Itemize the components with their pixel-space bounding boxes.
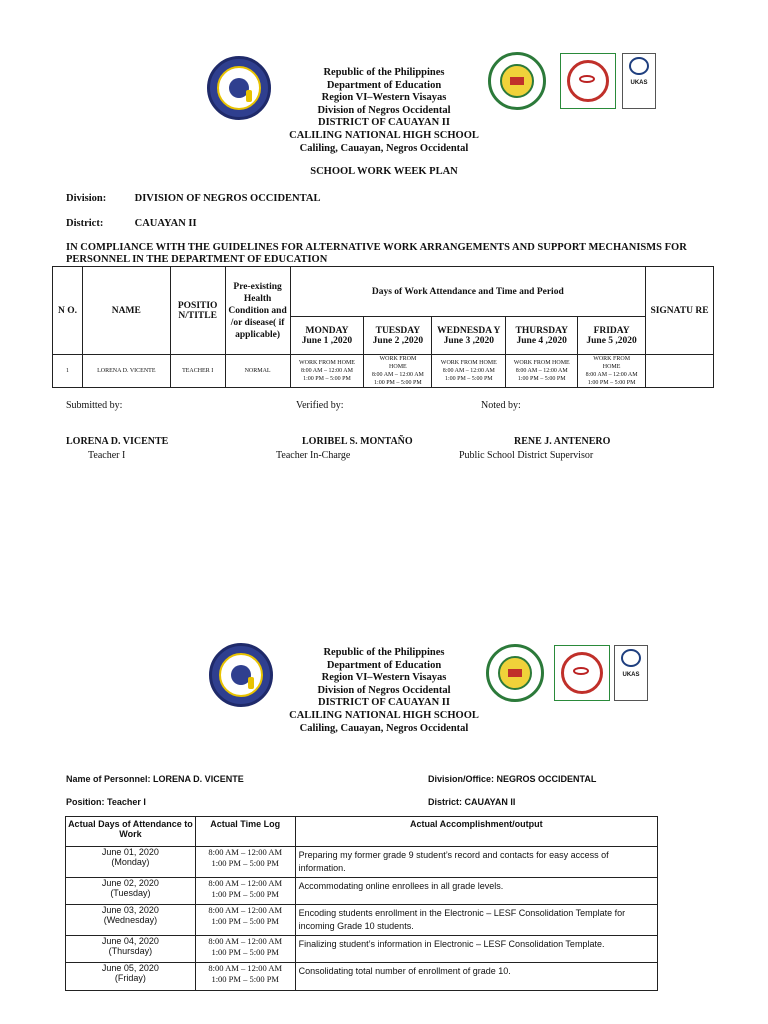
submitted-name: LORENA D. VICENTE [66, 436, 169, 447]
header-line: Division of Negros Occidental [317, 104, 451, 116]
col-header-days-attendance: Actual Days of Attendance to Work [66, 817, 196, 847]
personnel-name: Name of Personnel: LORENA D. VICENTE [66, 774, 244, 784]
day-text: (Monday) [111, 857, 150, 867]
entry-line: 1:00 PM – 5:00 PM [444, 376, 493, 382]
entry-line: 1:00 PM – 5:00 PM [374, 380, 422, 386]
entry-line: 1:00 PM – 5:00 PM [587, 380, 636, 386]
header-line: CALILING NATIONAL HIGH SCHOOL [289, 130, 479, 141]
header-line: DISTRICT OF CAUAYAN II [318, 697, 450, 709]
time-pm: 1:00 PM – 5:00 PM [211, 974, 279, 984]
accomplishment-table [65, 816, 658, 991]
time-log [195, 878, 295, 905]
day-date: June 1 ,2020 [301, 335, 353, 346]
time-am: 8:00 AM – 12:00 AM [208, 905, 283, 915]
date-text: June 04, 2020 [101, 936, 159, 946]
attendance-date [66, 963, 196, 991]
day-header-wednesday [432, 317, 506, 355]
verified-name: LORIBEL S. MONTAÑO [302, 436, 413, 447]
col-header-position: POSITIO N/TITLE [170, 267, 225, 355]
header-line: Region VI–Western Visayas [321, 672, 447, 684]
entry-line: WORK FROM HOME [298, 360, 355, 366]
col-header-health: Pre-existing Health Condition and /or disease( if applicable) [225, 267, 290, 355]
time-am: 8:00 AM – 12:00 AM [208, 878, 283, 888]
verified-by-label: Verified by: [296, 400, 344, 411]
row-health: NORMAL [225, 355, 290, 388]
col-header-days: Days of Work Attendance and Time and Period [290, 267, 646, 317]
plan-title: SCHOOL WORK WEEK PLAN [310, 166, 458, 177]
header-line: Republic of the Philippines [323, 67, 445, 78]
day-name: MONDAY [305, 325, 349, 336]
day-name: WEDNESDA Y [437, 325, 501, 336]
division-value: DIVISION OF NEGROS OCCIDENTAL [134, 193, 321, 204]
compliance-statement: IN COMPLIANCE WITH THE GUIDELINES FOR ALTERNATIVE WORK ARRANGEMENTS AND SUPPORT MECHANISMS FOR PERSONNEL IN THE DEPARTMENT OF EDUCATION [66, 242, 687, 265]
entry-line: HOME [602, 364, 621, 370]
time-pm: 1:00 PM – 5:00 PM [211, 858, 279, 868]
day-name: FRIDAY [593, 325, 630, 336]
time-pm: 1:00 PM – 5:00 PM [211, 947, 279, 957]
district-row [66, 218, 197, 229]
district-label: District: [66, 218, 104, 229]
accomplishment-text: Preparing my former grade 9 student’s record and contacts for easy access of information. [295, 847, 657, 878]
table-row [66, 878, 658, 905]
time-pm: 1:00 PM – 5:00 PM [211, 889, 279, 899]
col-header-no: N O. [53, 267, 83, 355]
day-text: (Friday) [114, 973, 146, 983]
day-header-thursday [506, 317, 578, 355]
entry-line: 8:00 AM – 12:00 AM [585, 372, 638, 378]
submitted-by-label: Submitted by: [66, 400, 123, 411]
entry-line: WORK FROM [593, 356, 631, 362]
time-pm: 1:00 PM – 5:00 PM [211, 916, 279, 926]
negros-occidental-seal-logo [488, 52, 546, 110]
table-row [53, 355, 714, 388]
entry-line: WORK FROM [379, 356, 417, 362]
division-label: Division: [66, 193, 107, 204]
attendance-date [66, 936, 196, 963]
urs-certification-logo [560, 53, 616, 109]
entry-line: WORK FROM HOME [513, 360, 570, 366]
submitted-title: Teacher I [88, 450, 126, 461]
col-header-name: NAME [82, 267, 170, 355]
row-name: LORENA D. VICENTE [82, 355, 170, 388]
entry-line: 8:00 AM – 12:00 AM [300, 368, 353, 374]
table-row [66, 847, 658, 878]
ukas-certification-logo [622, 53, 656, 109]
entry-line: 1:00 PM – 5:00 PM [517, 376, 566, 382]
time-log [195, 905, 295, 936]
entry-line: 8:00 AM – 12:00 AM [442, 368, 495, 374]
row-entry-thursday [506, 355, 578, 388]
day-name: TUESDAY [375, 325, 421, 336]
ukas-label: UKAS [622, 672, 640, 678]
header-line: Department of Education [326, 659, 442, 671]
row-entry-monday [290, 355, 364, 388]
row-position: TEACHER I [170, 355, 225, 388]
time-am: 8:00 AM – 12:00 AM [208, 847, 283, 857]
row-no: 1 [53, 355, 83, 388]
row-entry-wednesday [432, 355, 506, 388]
division-office: Division/Office: NEGROS OCCIDENTAL [428, 774, 597, 784]
header-line: Division of Negros Occidental [317, 684, 451, 696]
time-log [195, 847, 295, 878]
header-line: CALILING NATIONAL HIGH SCHOOL [289, 710, 479, 721]
row-signature [646, 355, 714, 388]
day-date: June 3 ,2020 [443, 335, 494, 346]
date-text: June 05, 2020 [101, 963, 159, 973]
entry-line: HOME [389, 364, 407, 370]
day-header-friday [578, 317, 646, 355]
ukas-certification-logo [614, 645, 648, 701]
day-text: (Thursday) [108, 946, 153, 956]
header-line: DISTRICT OF CAUAYAN II [318, 117, 450, 129]
time-log [195, 936, 295, 963]
day-name: THURSDAY [515, 325, 568, 336]
division-row [66, 193, 320, 204]
day-header-tuesday [364, 317, 432, 355]
entry-line: 8:00 AM – 12:00 AM [371, 372, 424, 378]
accomplishment-text: Finalizing student’s information in Electronic – LESF Consolidation Template. [295, 936, 657, 963]
negros-occidental-seal-logo [486, 644, 544, 702]
header-line: Caliling, Cauayan, Negros Occidental [299, 722, 469, 734]
personnel-position: Position: Teacher I [66, 797, 146, 807]
district-value: CAUAYAN II [134, 218, 197, 229]
noted-by-label: Noted by: [481, 400, 521, 411]
verified-title: Teacher In-Charge [276, 450, 351, 461]
entry-line: 8:00 AM – 12:00 AM [515, 368, 568, 374]
accomplishment-text: Consolidating total number of enrollment of grade 10. [295, 963, 657, 991]
table-row [66, 963, 658, 991]
entry-line: WORK FROM HOME [440, 360, 497, 366]
noted-name: RENE J. ANTENERO [514, 436, 611, 447]
urs-certification-logo [554, 645, 610, 701]
work-week-plan-table [52, 266, 714, 388]
header-line: Republic of the Philippines [323, 647, 445, 658]
col-header-time-log: Actual Time Log [195, 817, 295, 847]
time-log [195, 963, 295, 991]
time-am: 8:00 AM – 12:00 AM [208, 963, 283, 973]
entry-line: 1:00 PM – 5:00 PM [303, 376, 351, 382]
attendance-date [66, 847, 196, 878]
day-text: (Tuesday) [110, 888, 151, 898]
day-header-monday [290, 317, 364, 355]
table-row [66, 905, 658, 936]
date-text: June 03, 2020 [101, 905, 159, 915]
date-text: June 02, 2020 [101, 878, 159, 888]
accomplishment-text: Accommodating online enrollees in all grade levels. [295, 878, 657, 905]
ukas-label: UKAS [630, 80, 648, 86]
district-info: District: CAUAYAN II [428, 797, 516, 807]
col-header-signature: SIGNATU RE [646, 267, 714, 355]
time-am: 8:00 AM – 12:00 AM [208, 936, 283, 946]
row-entry-tuesday [364, 355, 432, 388]
row-entry-friday [578, 355, 646, 388]
day-date: June 4 ,2020 [516, 335, 567, 346]
day-date: June 5 ,2020 [586, 335, 637, 346]
noted-title: Public School District Supervisor [459, 450, 594, 461]
accomplishment-text: Encoding students enrollment in the Electronic – LESF Consolidation Template for incoming Grade 10 students. [295, 905, 657, 936]
header-line: Department of Education [326, 79, 442, 91]
day-date: June 2 ,2020 [372, 335, 424, 346]
day-text: (Wednesday) [103, 915, 158, 925]
col-header-accomplishment: Actual Accomplishment/output [295, 817, 657, 847]
attendance-date [66, 905, 196, 936]
table-row [66, 936, 658, 963]
date-text: June 01, 2020 [101, 847, 159, 857]
attendance-date [66, 878, 196, 905]
header-line: Caliling, Cauayan, Negros Occidental [299, 142, 469, 154]
header-line: Region VI–Western Visayas [321, 92, 447, 104]
